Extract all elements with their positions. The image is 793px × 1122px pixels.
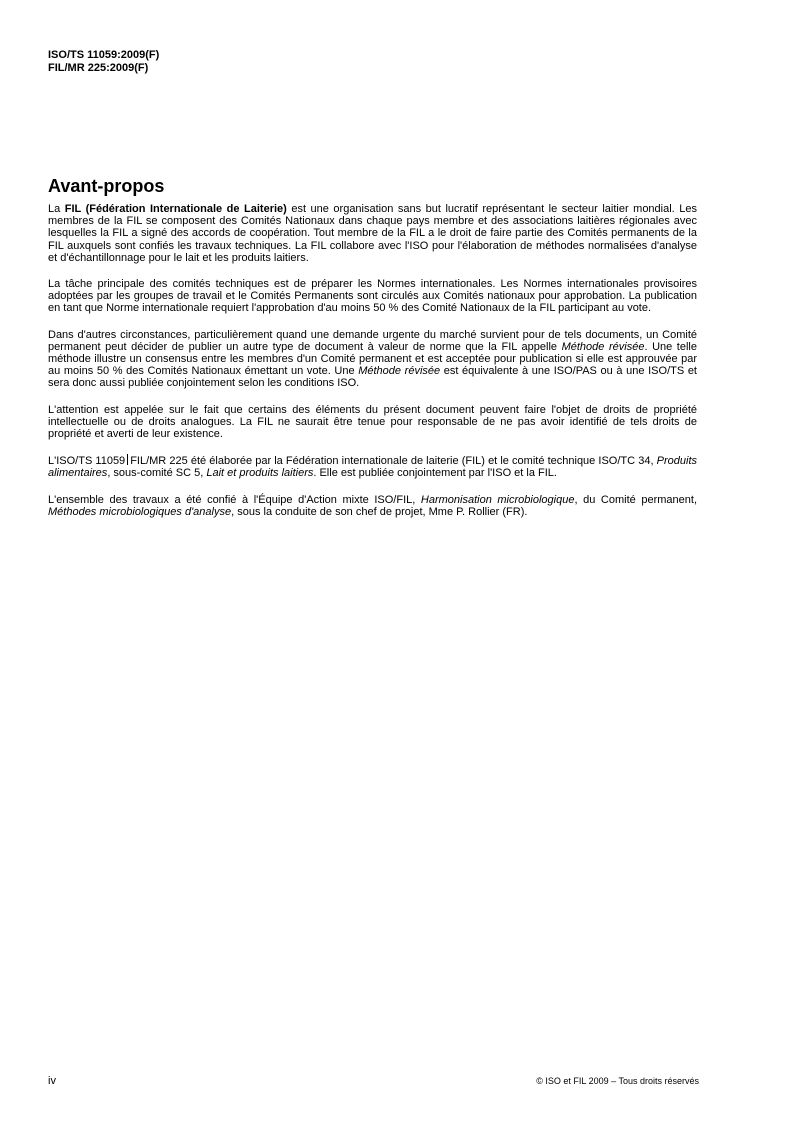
text-run: Dans d'autres circonstances, particulièrement quand une demande urgente du marché survient pour de tels documents, un Comité permanent peut décider de publier un autre type de document à valeur de norme que la FIL appelle (48, 328, 697, 353)
paragraph-project-leader (48, 494, 697, 518)
italic-term: Méthode révisée (358, 365, 441, 378)
header-fil-reference: FIL/MR 225:2009(F) (48, 62, 149, 74)
paragraph-fil-intro (48, 203, 697, 264)
page-number: iv (48, 1075, 56, 1087)
paragraph-technical-committees: La tâche principale des comités techniques est de préparer les Normes internationales. Les Normes internationales provisoires adoptées par les groupes de travail et le Comités Permanents sont circulés aux Comités nationaux pour approbation. La publication en tant que Norme internationale requiert l'approbation d'au moins 50 % des Comité Nationaux de la FIL participant au vote. (48, 278, 697, 315)
paragraph-patent-rights: L'attention est appelée sur le fait que certains des éléments du présent document peuvent faire l'objet de droits de propriété intellectuelle ou de droits analogues. La FIL ne saurait être tenue pour responsable de ne pas avoir identifié de tels droits de propriété et averti de leur existence. (48, 403, 697, 441)
page-title: Avant-propos (48, 176, 165, 196)
paragraph-revised-method (48, 329, 697, 390)
text-run: , du Comité permanent, (574, 493, 697, 506)
text-run: L'ISO/TS 11059 (48, 455, 126, 468)
text-run: est une organisation sans but lucratif représentant le secteur laitier mondial. Les membres de la FIL se composent des Comités Nationaux dans chaque pays membre et des associations laitières régionales avec lesquelles la FIL a signé des accords de coopération. Tout membre de la FIL a le droit de faire partie des Comités permanents de la FIL auxquels sont confiés les travaux techniques. La FIL collabore avec l'ISO pour l'élaboration de méthodes normalisées d'analyse et d'échantillonnage pour le lait et les produits laitiers. (48, 203, 697, 264)
separator-bar (127, 454, 128, 465)
italic-term: Méthode révisée (561, 340, 645, 353)
italic-term: Harmonisation microbiologique (420, 493, 575, 506)
text-run: La (48, 203, 65, 215)
text-run: , sous-comité SC 5, (107, 467, 207, 480)
document-body (48, 203, 697, 532)
text-run: FIL/MR 225 été élaborée par la Fédération internationale de laiterie (FIL) et le comité technique ISO/TC 34, (130, 455, 657, 468)
text-run: , sous la conduite de son chef de projet, Mme P. Rollier (FR). (231, 505, 528, 518)
text-run: . Elle est publiée conjointement par l'ISO et la FIL. (313, 467, 557, 480)
italic-term: Produits alimentaires (48, 455, 697, 480)
text-run: est équivalente à une ISO/PAS ou à une ISO/TS et sera donc aussi publiée conjointement selon les conditions ISO. (48, 365, 697, 390)
document-header (48, 49, 159, 75)
italic-term: Méthodes microbiologiques d'analyse (48, 505, 232, 518)
header-iso-reference: ISO/TS 11059:2009(F) (48, 49, 160, 61)
fil-name-bold: FIL (Fédération Internationale de Laiterie) (64, 203, 287, 215)
italic-term: Lait et produits laitiers (206, 467, 314, 480)
paragraph-preparation (48, 454, 697, 479)
copyright-notice: © ISO et FIL 2009 – Tous droits réservés (536, 1076, 699, 1086)
text-run: L'ensemble des travaux a été confié à l'Équipe d'Action mixte ISO/FIL, (48, 493, 421, 506)
text-run: . Une telle méthode illustre un consensus entre les membres d'un Comité permanent et est acceptée pour publication si elle est approuvée par au moins 50 % des Comités Nationaux émettant un vote. Une (48, 340, 697, 378)
